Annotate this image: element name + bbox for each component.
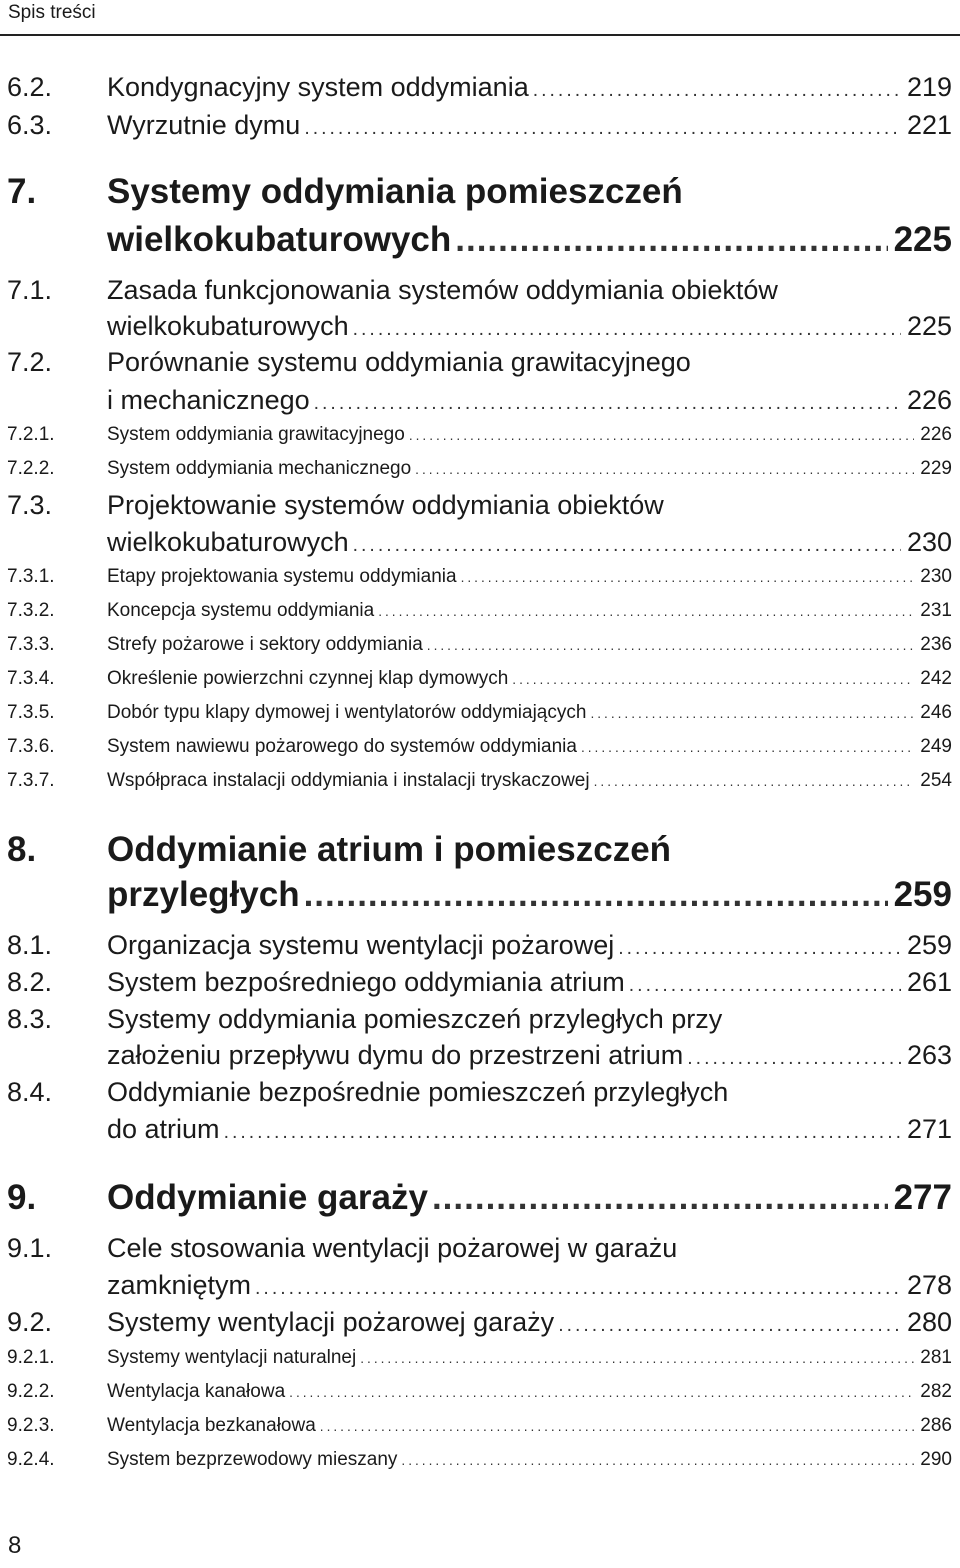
toc-entry-page: 261: [906, 967, 952, 997]
toc-entry-number: 8.: [7, 830, 37, 869]
toc-entry-page: 271: [906, 1114, 952, 1144]
toc-entry-page: 281: [920, 1347, 952, 1368]
toc-entry-title: Porównanie systemu oddymiania grawitacyjnego: [107, 347, 691, 377]
toc-entry-number: 7.3.3.: [7, 634, 55, 655]
toc-entry-page: 263: [906, 1040, 952, 1070]
toc-entry-number: 8.1.: [7, 930, 53, 960]
toc-entry-page: 219: [906, 72, 952, 102]
dot-leader: [533, 79, 901, 102]
page-number: 8: [8, 1532, 22, 1559]
dot-leader: [224, 1121, 901, 1144]
toc-entry-page: 242: [920, 668, 952, 689]
dot-leader: [378, 604, 914, 619]
toc-entry-title: Oddymianie garaży: [107, 1178, 428, 1217]
dot-leader: [255, 1277, 901, 1300]
toc-entry-title: Cele stosowania wentylacji pożarowej w garażu: [107, 1233, 678, 1263]
toc-entry-title: i mechanicznego: [107, 385, 310, 415]
toc-entry-number: 9.: [7, 1178, 37, 1217]
toc-entry-title: System bezpośredniego oddymiania atrium: [107, 967, 625, 997]
toc-entry-page: 286: [920, 1415, 952, 1436]
toc-entry-number: 8.2.: [7, 967, 53, 997]
toc-entry-title: wielkokubaturowych: [107, 220, 452, 259]
toc-entry-number: 7.3.: [7, 490, 53, 520]
dot-leader: [455, 220, 887, 260]
toc-entry-page: 280: [906, 1307, 952, 1337]
toc-entry-number: 8.3.: [7, 1004, 53, 1034]
dot-leader: [427, 638, 915, 653]
toc-entry-title: Dobór typu klapy dymowej i wentylatorów oddymiających: [107, 702, 587, 723]
toc-entry-page: 225: [893, 220, 952, 259]
toc-entry-number: 7.3.2.: [7, 600, 55, 621]
toc-entry-title: zamkniętym: [107, 1270, 252, 1300]
dot-leader: [512, 672, 914, 687]
dot-leader: [360, 1351, 914, 1366]
toc-entry-page: 231: [920, 600, 952, 621]
toc-entry-number: 9.2.1.: [7, 1347, 55, 1368]
toc-entry-number: 7.2.: [7, 347, 53, 377]
toc-entry-number: 8.4.: [7, 1077, 53, 1107]
toc-entry-title: Etapy projektowania systemu oddymiania: [107, 566, 457, 587]
toc-entry-title: Systemy oddymiania pomieszczeń: [107, 172, 683, 211]
toc-entry-number: 9.2.2.: [7, 1381, 55, 1402]
toc-entry-title: Kondygnacyjny system oddymiania: [107, 72, 529, 102]
toc-entry-number: 7.3.7.: [7, 770, 55, 791]
toc-entry-page: 277: [893, 1178, 952, 1217]
dot-leader: [461, 570, 915, 585]
toc-entry-page: 225: [906, 311, 952, 341]
toc-entry-page: 230: [906, 527, 952, 557]
toc-entry-title: przyległych: [107, 875, 300, 914]
toc-entry-title: Wentylacja bezkanałowa: [107, 1415, 316, 1436]
toc-entry-page: 230: [920, 566, 952, 587]
dot-leader: [353, 318, 901, 341]
toc-entry-title: Systemy oddymiania pomieszczeń przyległych przy: [107, 1004, 723, 1034]
toc-entry-title: Wentylacja kanałowa: [107, 1381, 286, 1402]
dot-leader: [289, 1385, 914, 1400]
toc-entry-title: wielkokubaturowych: [107, 311, 349, 341]
toc-entry-number: 9.2.3.: [7, 1415, 55, 1436]
toc-entry-number: 7.1.: [7, 275, 53, 305]
dot-leader: [432, 1178, 888, 1218]
dot-leader: [618, 937, 901, 960]
toc-entry-title: wielkokubaturowych: [107, 527, 349, 557]
toc-entry-page: 254: [920, 770, 952, 791]
toc-entry-page: 259: [906, 930, 952, 960]
toc-entry-title: Oddymianie atrium i pomieszczeń: [107, 830, 672, 869]
toc-entry-title: Organizacja systemu wentylacji pożarowej: [107, 930, 615, 960]
toc-entry-number: 7.3.1.: [7, 566, 55, 587]
dot-leader: [415, 462, 914, 477]
toc-entry-number: 7.2.1.: [7, 424, 55, 445]
toc-entry-number: 6.3.: [7, 110, 53, 140]
toc-entry-title: Projektowanie systemów oddymiania obiektów: [107, 490, 664, 520]
dot-leader: [314, 392, 901, 415]
toc-entry-page: 282: [920, 1381, 952, 1402]
toc-entry-page: 290: [920, 1449, 952, 1470]
toc-entry-title: System nawiewu pożarowego do systemów oddymiania: [107, 736, 577, 757]
toc-entry-page: 278: [906, 1270, 952, 1300]
dot-leader: [581, 740, 914, 755]
toc-entry-number: 9.2.: [7, 1307, 53, 1337]
dot-leader: [304, 117, 901, 140]
toc-entry-page: 236: [920, 634, 952, 655]
running-header: Spis treści: [8, 2, 96, 23]
dot-leader: [687, 1047, 901, 1070]
toc-entry-title: Koncepcja systemu oddymiania: [107, 600, 375, 621]
toc-entry-title: Systemy wentylacji naturalnej: [107, 1347, 357, 1368]
toc-entry-page: 246: [920, 702, 952, 723]
dot-leader: [353, 534, 901, 557]
toc-entry-title: System oddymiania mechanicznego: [107, 458, 412, 479]
dot-leader: [401, 1453, 914, 1468]
toc-entry-number: 7.3.6.: [7, 736, 55, 757]
toc-entry-title: Określenie powierzchni czynnej klap dymowych: [107, 668, 509, 689]
toc-entry-title: założeniu przepływu dymu do przestrzeni atrium: [107, 1040, 684, 1070]
toc-entry-title: Oddymianie bezpośrednie pomieszczeń przyległych: [107, 1077, 729, 1107]
dot-leader: [304, 875, 888, 915]
toc-entry-number: 9.1.: [7, 1233, 53, 1263]
toc-entry-page: 226: [920, 424, 952, 445]
toc-entry-page: 249: [920, 736, 952, 757]
toc-entry-page: 226: [906, 385, 952, 415]
toc-entry-number: 9.2.4.: [7, 1449, 55, 1470]
toc-entry-title: Systemy wentylacji pożarowej garaży: [107, 1307, 555, 1337]
toc-entry-title: do atrium: [107, 1114, 220, 1144]
toc-entry-number: 7.3.4.: [7, 668, 55, 689]
toc-entry-title: System oddymiania grawitacyjnego: [107, 424, 405, 445]
toc-entry-page: 221: [906, 110, 952, 140]
toc-entry-title: System bezprzewodowy mieszany: [107, 1449, 398, 1470]
toc-entry-number: 6.2.: [7, 72, 53, 102]
dot-leader: [320, 1419, 915, 1434]
toc-entry-page: 259: [893, 875, 952, 914]
toc-entry-number: 7.: [7, 172, 37, 211]
dot-leader: [629, 974, 901, 997]
toc-entry-title: Zasada funkcjonowania systemów oddymiania obiektów: [107, 275, 778, 305]
dot-leader: [594, 774, 915, 789]
toc-entry-title: Strefy pożarowe i sektory oddymiania: [107, 634, 423, 655]
toc-entry-title: Wyrzutnie dymu: [107, 110, 301, 140]
toc-entry-page: 229: [920, 458, 952, 479]
toc-entry-number: 7.3.5.: [7, 702, 55, 723]
dot-leader: [409, 428, 914, 443]
dot-leader: [590, 706, 914, 721]
toc-entry-number: 7.2.2.: [7, 458, 55, 479]
toc-entry-title: Współpraca instalacji oddymiania i instalacji tryskaczowej: [107, 770, 590, 791]
dot-leader: [558, 1314, 901, 1337]
